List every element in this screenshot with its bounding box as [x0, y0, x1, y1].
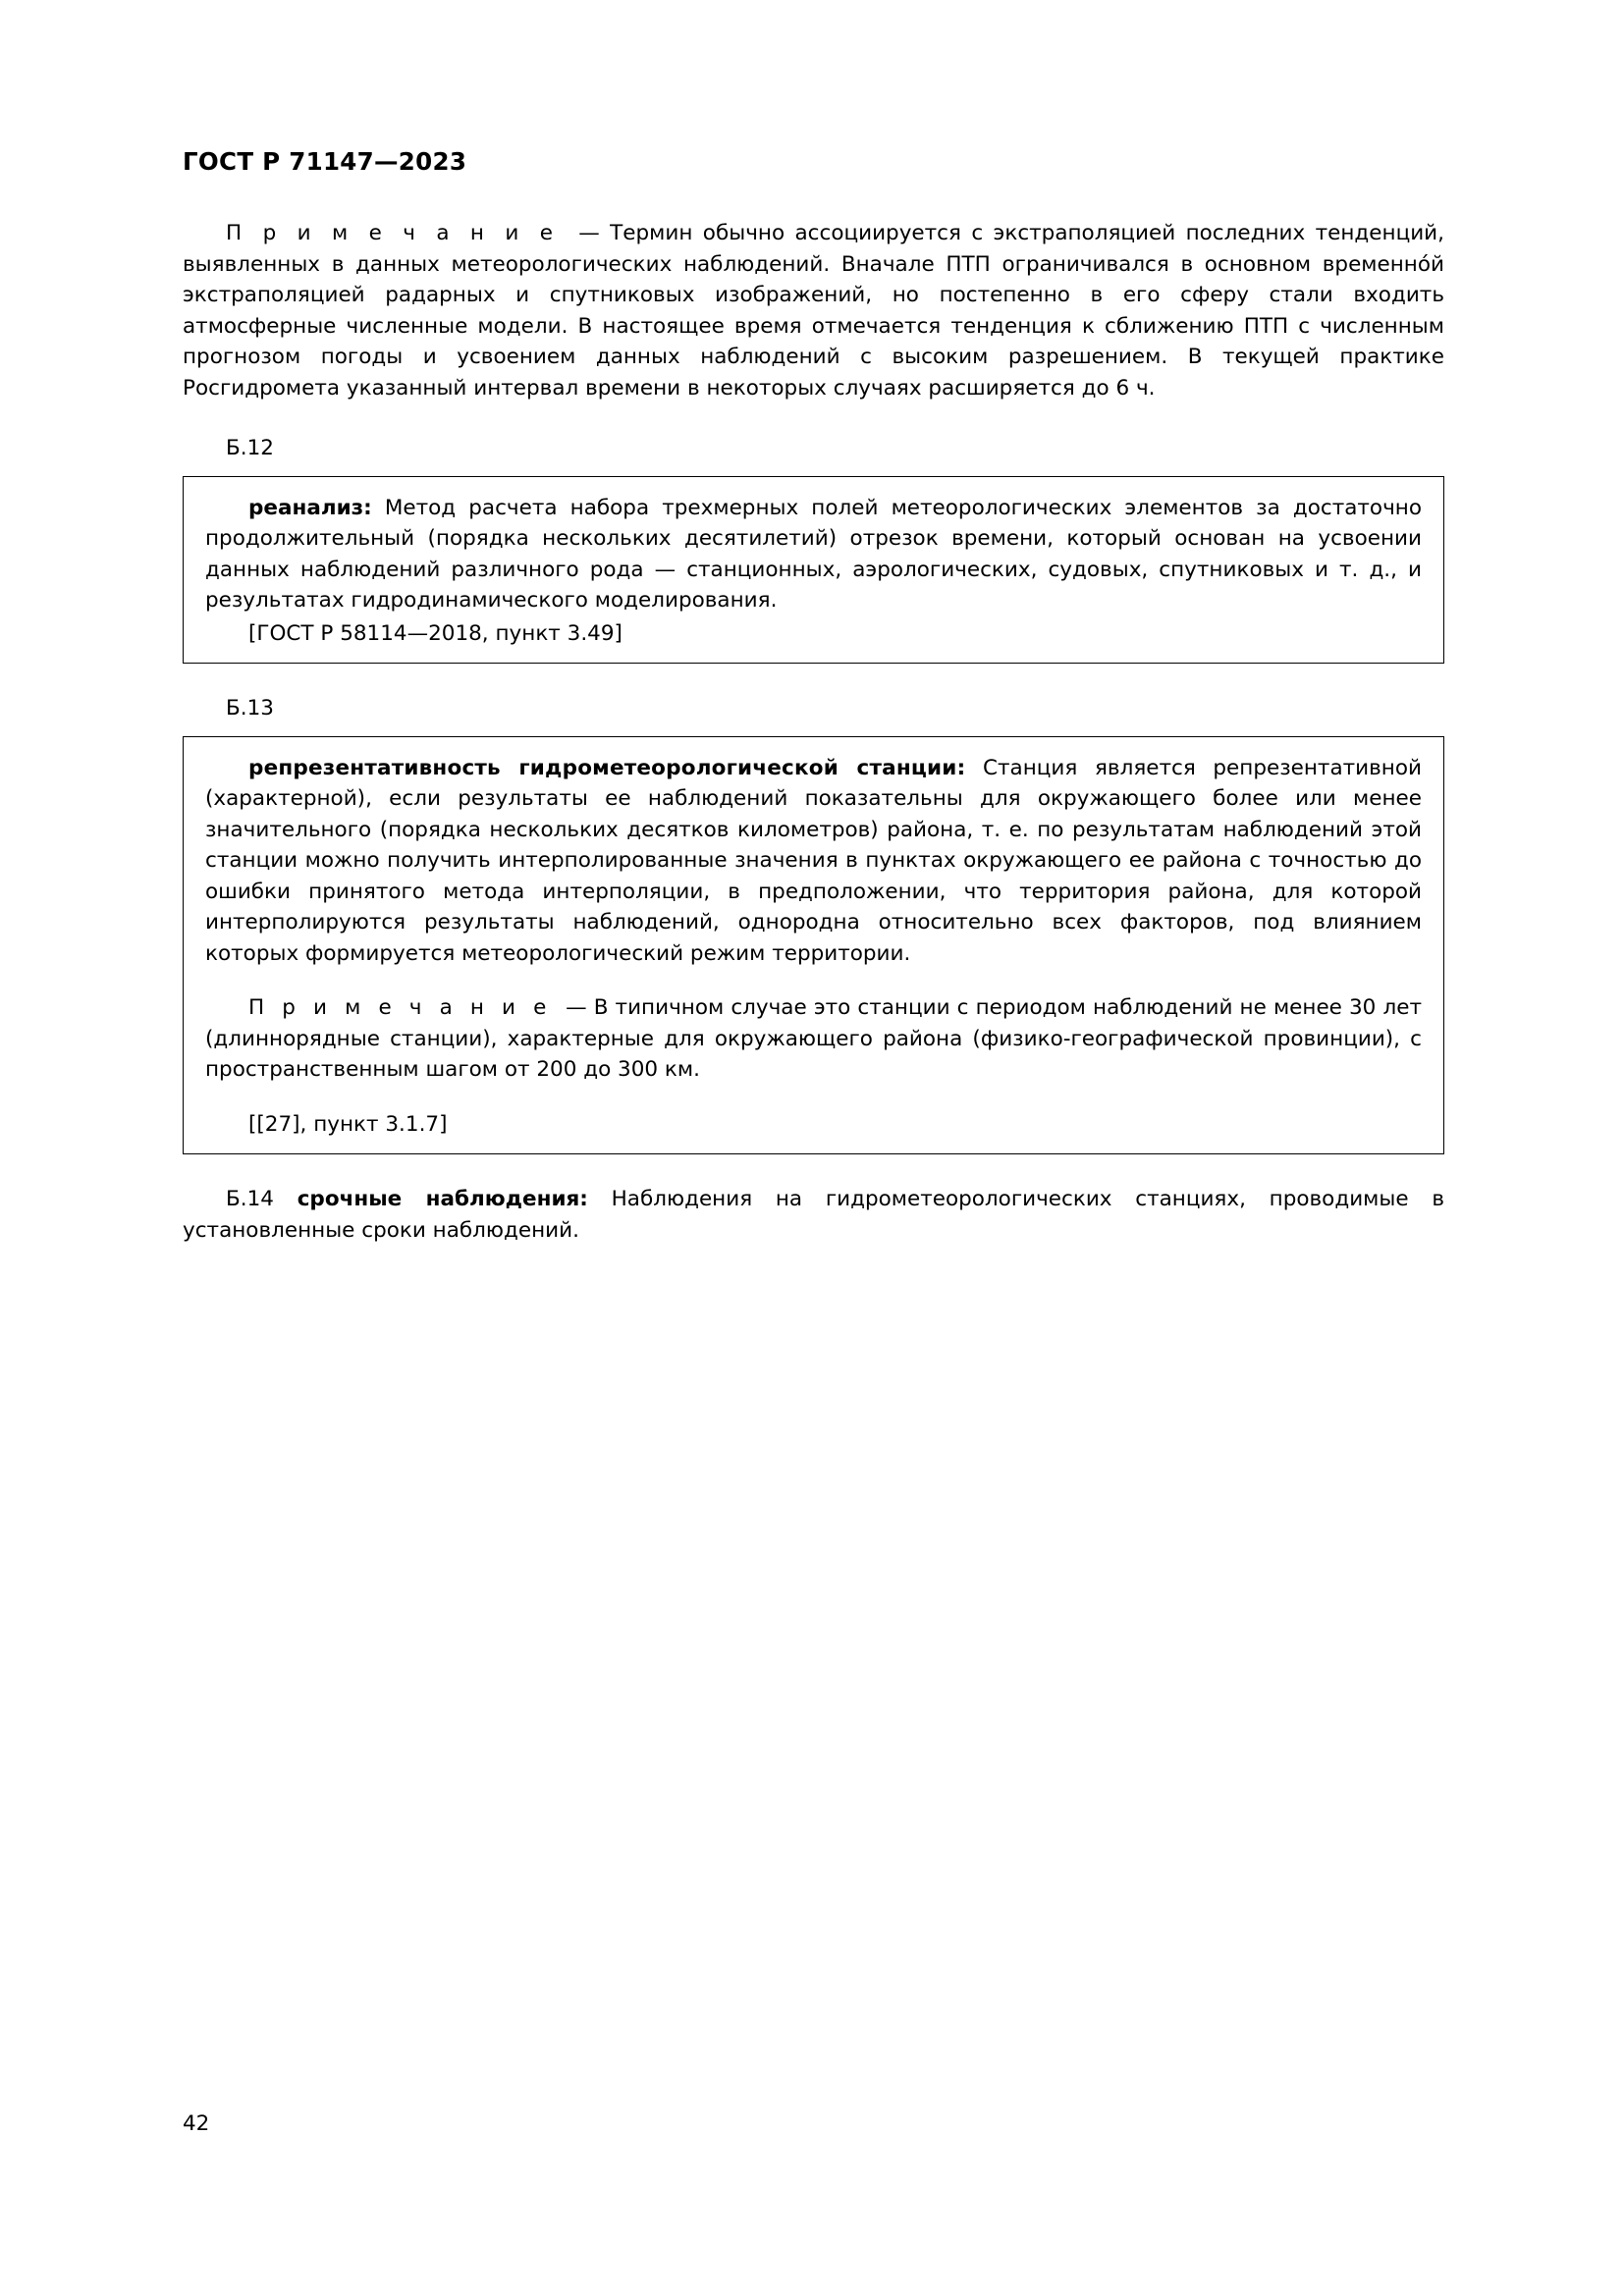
- definition-source: [ГОСТ Р 58114—2018, пункт 3.49]: [248, 620, 623, 646]
- note-dash: —: [578, 221, 600, 245]
- note-label: П р и м е ч а н и е: [226, 221, 559, 245]
- definition-box-b13: [183, 736, 1444, 1155]
- page-content: [183, 218, 1444, 1246]
- clause-b14-text: Наблюдения на гидрометеорологических станциях, проводимые в установленные сроки наблюдений.: [183, 1187, 1444, 1243]
- clause-b14-paragraph: [183, 1184, 1444, 1246]
- definition-note-paragraph: [205, 992, 1422, 1086]
- clause-number-b14: Б.14: [226, 1187, 298, 1211]
- note-label: П р и м е ч а н и е: [248, 995, 552, 1020]
- definition-source: [[27], пункт 3.1.7]: [248, 1111, 448, 1137]
- page-header: ГОСТ Р 71147—2023: [183, 147, 467, 176]
- note-dash: —: [566, 995, 587, 1020]
- intro-note-paragraph: [183, 218, 1444, 403]
- clause-number-b13: Б.13: [226, 696, 274, 721]
- definition-text: Станция является репрезентативной (характерной), если результаты ее наблюдений показательны для окружающего более или менее значительного (порядка нескольких десятков километров) района, т. е. по результатам наблюдений этой станции можно получить интерполированные значения в пунктах окружающего ее района с точностью до ошибки принятого метода интерполяции, в предположении, что территория района, для которой интерполируются результаты наблюдений, однородна относительно всех факторов, под влиянием которых формируется метеорологический режим территории.: [205, 755, 1422, 966]
- page-number: 42: [183, 2111, 210, 2136]
- definition-paragraph: [205, 753, 1422, 970]
- definition-text: Метод расчета набора трехмерных полей метеорологических элементов за достаточно продолжительный (порядка нескольких десятилетий) отрезок времени, который основан на усвоении данных наблюдений различного рода — станционных, аэрологических, судовых, спутниковых и т. д., и результатах гидродинамического моделирования.: [205, 495, 1422, 613]
- note-text: В типичном случае это станции с периодом наблюдений не менее 30 лет (длиннорядные станции), характерные для окружающего района (физико-географической провинции), с пространственным шагом от 200 до 300 км.: [205, 995, 1422, 1082]
- clause-number-b12: Б.12: [226, 436, 274, 460]
- definition-term: реанализ:: [248, 495, 372, 520]
- definition-term: репрезентативность гидрометеорологической станции:: [248, 755, 966, 780]
- clause-b14-term: срочные наблюдения:: [297, 1187, 588, 1211]
- definition-box-b12: [183, 476, 1444, 665]
- definition-paragraph: [205, 493, 1422, 616]
- note-text: Термин обычно ассоциируется с экстраполяцией последних тенденций, выявленных в данных метеорологических наблюдений. Вначале ПТП ограничивался в основном временно́й экстраполяцией радарных и спутниковых изображений, но постепенно в его сферу стали входить атмосферные численные модели. В настоящее время отмечается тенденция к сближению ПТП с численным прогнозом погоды и усвоением данных наблюдений с высоким разрешением. В текущей практике Росгидромета указанный интервал времени в некоторых случаях расширяется до 6 ч.: [183, 221, 1444, 400]
